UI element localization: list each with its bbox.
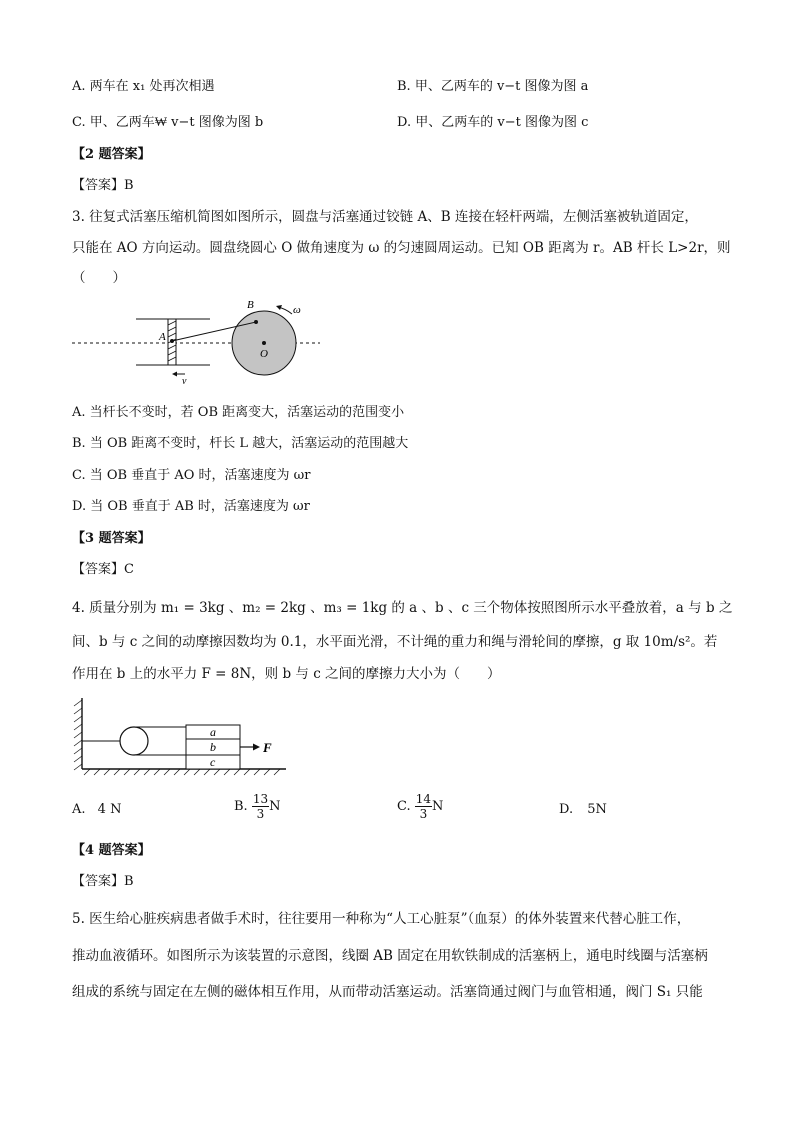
wall-hatch	[74, 700, 82, 770]
q4-option-c-fraction	[415, 792, 432, 821]
q4-blocks-figure	[70, 696, 290, 776]
q4-option-d	[559, 802, 607, 817]
q4-stem-line3: 作用在 b 上的水平力 F = 8N，则 b 与 c 之间的摩擦力大小为（ ）	[72, 666, 501, 682]
pulley	[120, 727, 148, 755]
label-o: O	[260, 348, 268, 360]
q5-stem-line2: 推动血液循环。如图所示为该装置的示意图，线圈 AB 固定在用软铁制成的活塞柄上，通电时线圈与活塞柄	[72, 948, 708, 964]
q2-option-c: C. 甲、乙两车₩ v−t 图像为图 b	[72, 115, 264, 130]
q4-option-d-value: 5N	[587, 802, 607, 817]
label-a: a	[210, 725, 216, 739]
q3-compressor-figure	[70, 292, 325, 387]
q4-option-c-unit: N	[432, 799, 444, 814]
q4-option-b-label: B.	[234, 799, 248, 814]
force-arrowhead	[253, 744, 260, 751]
label-a: A	[159, 331, 166, 343]
q4-option-a-value: 4 N	[97, 802, 122, 817]
q4-stem-line1: 4. 质量分别为 m₁ = 3kg 、m₂ = 2kg 、m₃ = 1kg 的 a 、b 、c 三个物体按照图所示水平叠放着，a 与 b 之	[72, 600, 733, 616]
q2-option-a: A. 两车在 x₁ 处再次相遇	[72, 79, 215, 94]
q4-option-c-denominator: 3	[419, 807, 428, 821]
label-f: F	[263, 740, 272, 755]
q4-option-b	[234, 792, 280, 821]
q2-option-b: B. 甲、乙两车的 v−t 图像为图 a	[397, 79, 589, 94]
q4-option-c-numerator: 14	[415, 792, 432, 806]
label-b: B	[247, 299, 254, 311]
q4-answer: 【答案】B	[72, 874, 134, 889]
floor-hatch	[84, 769, 280, 775]
q4-option-c	[397, 792, 443, 821]
q3-answer-heading: 【3 题答案】	[72, 531, 151, 546]
label-v: v	[182, 376, 187, 387]
center-o	[262, 341, 266, 345]
q4-option-a	[72, 802, 121, 817]
label-c: c	[210, 755, 216, 769]
hinge-b	[254, 320, 258, 324]
q4-option-b-numerator: 13	[252, 792, 269, 806]
velocity-arrowhead	[172, 372, 177, 377]
q3-stem-line1: 3. 往复式活塞压缩机简图如图所示，圆盘与活塞通过铰链 A、B 连接在轻杆两端，左侧活塞被轨道固定，	[72, 209, 698, 225]
q5-stem-line3: 组成的系统与固定在左侧的磁体相互作用，从而带动活塞运动。活塞筒通过阀门与血管相通，阀门 S₁ 只能	[72, 984, 703, 1000]
label-b: b	[210, 740, 216, 754]
q3-answer: 【答案】C	[72, 562, 134, 577]
q3-option-c: C. 当 OB 垂直于 AO 时，活塞速度为 ωr	[72, 468, 311, 483]
q4-option-a-label: A.	[72, 802, 86, 817]
q4-stem-line2: 间、b 与 c 之间的动摩擦因数均为 0.1，水平面光滑，不计绳的重力和绳与滑轮间的摩擦，g 取 10m/s²。若	[72, 634, 718, 650]
q3-option-d: D. 当 OB 垂直于 AB 时，活塞速度为 ωr	[72, 499, 310, 514]
q4-option-b-fraction	[252, 792, 269, 821]
q2-answer-heading: 【2 题答案】	[72, 147, 151, 162]
q4-option-b-unit: N	[269, 799, 281, 814]
q4-answer-heading: 【4 题答案】	[72, 843, 151, 858]
q3-stem-line2: 只能在 AO 方向运动。圆盘绕圆心 O 做角速度为 ω 的匀速圆周运动。已知 OB 距离为 r。AB 杆长 L>2r，则	[72, 240, 731, 256]
q3-stem-line3: （ ）	[72, 270, 126, 286]
q2-option-d: D. 甲、乙两车的 v−t 图像为图 c	[397, 115, 589, 130]
hinge-a	[170, 339, 174, 343]
q2-answer: 【答案】B	[72, 178, 134, 193]
q4-option-b-denominator: 3	[256, 807, 265, 821]
q4-option-d-label: D.	[559, 802, 574, 817]
q4-option-c-label: C.	[397, 799, 411, 814]
label-omega: ω	[293, 304, 301, 316]
q3-option-a: A. 当杆长不变时，若 OB 距离变大，活塞运动的范围变小	[72, 405, 405, 420]
q3-option-b: B. 当 OB 距离不变时，杆长 L 越大，活塞运动的范围越大	[72, 436, 409, 451]
q5-stem-line1: 5. 医生给心脏疾病患者做手术时，往往要用一种称为“人工心脏泵”（血泵）的体外装置来代替心脏工作，	[72, 911, 691, 927]
